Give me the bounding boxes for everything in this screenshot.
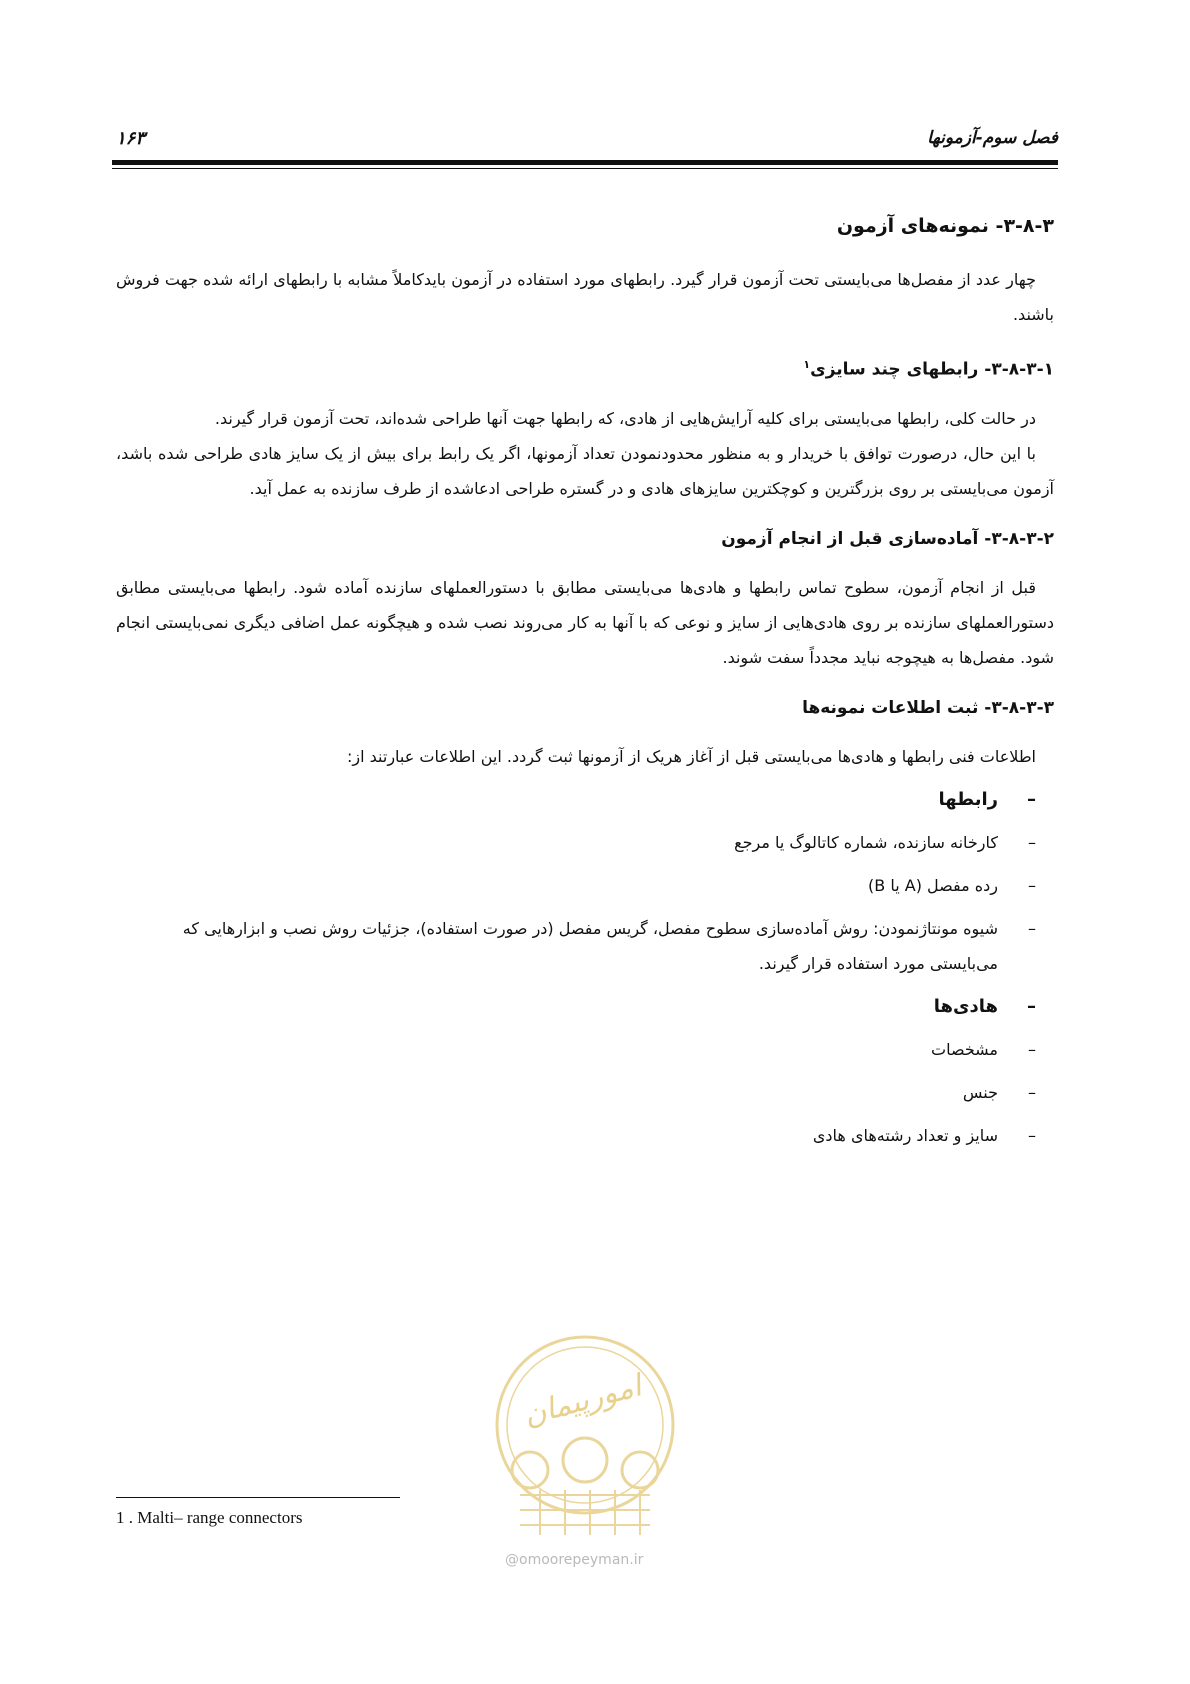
section-test-samples (116, 212, 1054, 332)
info-list (116, 782, 1054, 1153)
paragraph: اطلاعات فنی رابطها و هادی‌ها می‌بایستی قبل از آغاز هریک از آزمونها ثبت گردد. این اطلاعات عبارتند از: (347, 746, 1036, 766)
paragraph: قبل از انجام آزمون، سطوح تماس رابطها و هادی‌ها می‌بایستی مطابق با دستورالعملهای سازنده آماده شود. رابطها می‌بایستی مطابق دستورالعملهای سازنده بر روی هادی‌هایی از سایز و نوعی که با آنها به کار می‌روند نصب شده و هیچگونه عمل اضافی دیگری نمی‌بایستی انجام شود. مفصل‌ها به هیچوجه نباید مجدداً سفت شوند. (116, 577, 1054, 667)
section-preparation (116, 526, 1054, 675)
list-item: – شیوه مونتاژنمودن: روش آماده‌سازی سطوح مفصل، گریس مفصل (در صورت استفاده)، جزئیات روش نصب و ابزارهایی که می‌بایستی مورد استفاده قرار گیرند. (116, 911, 1036, 981)
header-rule-thick (112, 160, 1058, 165)
chapter-title: فصل سوم-آزمونها (927, 128, 1058, 148)
watermark-site: @omoorepeyman.ir (505, 1552, 644, 1568)
footnote: 1 . Malti– range connectors (116, 1508, 303, 1527)
section-sample-records (116, 695, 1054, 1153)
list-item: – هادی‌ها (116, 989, 1036, 1024)
paragraph: در حالت کلی، رابطها می‌بایستی برای کلیه آرایش‌هایی از هادی، که رابطها جهت آنها طراحی شده‌اند، تحت آزمون قرار گیرند. (214, 408, 1036, 428)
list-item: – جنس (116, 1075, 1036, 1110)
paragraph: با این حال، درصورت توافق با خریدار و به منظور محدودنمودن تعداد آزمونها، اگر یک رابط برای بیش از یک سایز هادی طراحی شده باشد، آزمون می‌بایستی بر روی بزرگترین و کوچکترین سایزهای هادی و در گستره طراحی ادعاشده از طرف سازنده به عمل آید. (116, 443, 1054, 498)
list-item: – سایز و تعداد رشته‌های هادی (116, 1118, 1036, 1153)
footnote-rule (116, 1497, 400, 1498)
section-heading: ۳-۸-۳- نمونه‌های آزمون (836, 215, 1054, 237)
list-item: – رابطها (116, 782, 1036, 817)
subsection-heading: ۳-۸-۳-۲- آماده‌سازی قبل از انجام آزمون (721, 528, 1054, 549)
paragraph: چهار عدد از مفصل‌ها می‌بایستی تحت آزمون قرار گیرد. رابطهای مورد استفاده در آزمون بایدکاملاً مشابه با رابطهای ارائه شده جهت فروش باشند. (116, 270, 1054, 324)
footnote-reference: ۱ (803, 358, 811, 371)
list-item: – رده مفصل (A یا B) (116, 868, 1036, 903)
subsection-heading: ۳-۸-۳-۳- ثبت اطلاعات نمونه‌ها (802, 697, 1054, 718)
header-rule-thin (112, 168, 1058, 169)
section-multi-size-connectors (116, 352, 1054, 506)
subsection-heading (116, 352, 1054, 383)
subsection-heading-text: ۳-۸-۳-۱- رابطهای چند سایزی (810, 359, 1054, 380)
page-number: ۱۶۳ (116, 128, 146, 149)
page-header (112, 128, 1058, 150)
watermark-logo (490, 1330, 680, 1550)
list-item: – کارخانه سازنده، شماره کاتالوگ یا مرجع (116, 825, 1036, 860)
list-item: – مشخصات (116, 1032, 1036, 1067)
main-content (116, 212, 1054, 1169)
watermark-logo-text: امورپیمان (519, 1368, 646, 1434)
